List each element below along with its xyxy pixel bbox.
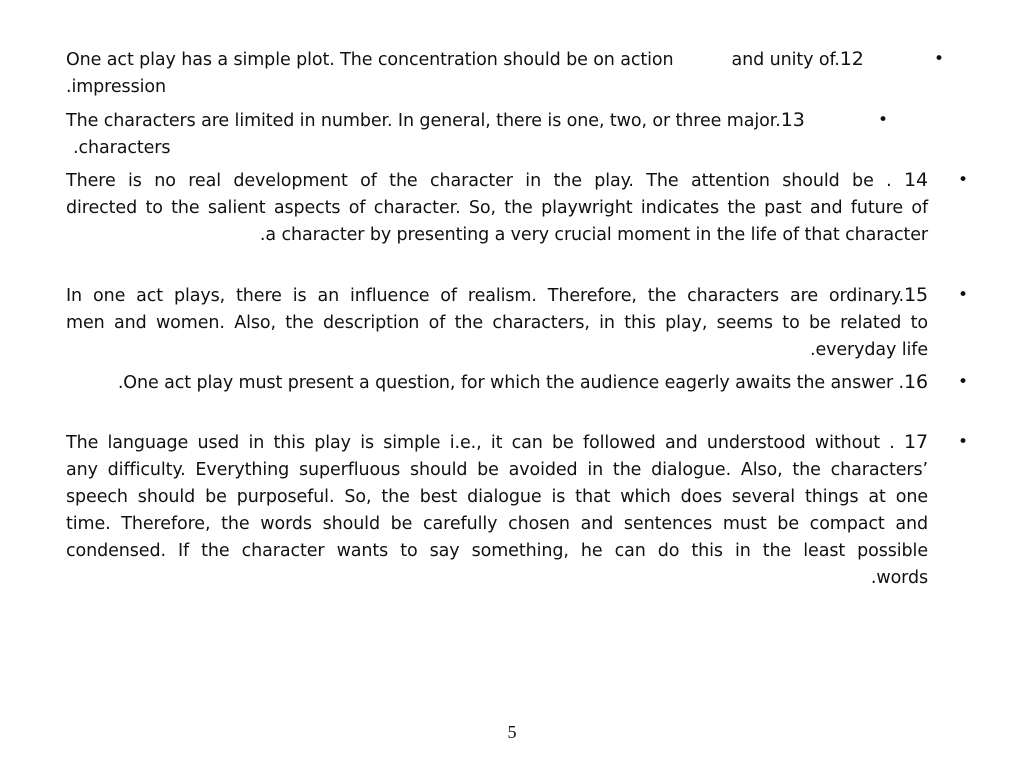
bullet-icon: •: [958, 372, 969, 392]
point-15-line-2: men and women. Also, the description of the characters, in this play, seems to be related to: [66, 313, 928, 333]
bullet-icon: •: [958, 432, 969, 452]
point-17-line-1: The language used in this play is simple i.e., it can be followed and understood without . 17: [66, 431, 928, 453]
point-12-line-2: .impression: [66, 77, 166, 97]
point-14-line-1: There is no real development of the character in the play. The attention should be . 14: [66, 169, 928, 191]
page-number: 5: [507, 722, 517, 742]
point-16-line-1: .One act play must present a question, for which the audience eagerly awaits the answer .16: [117, 371, 928, 393]
point-17-line-2: any difficulty. Everything superfluous should be avoided in the dialogue. Also, the characters’: [66, 460, 928, 480]
point-17-line-3: speech should be purposeful. So, the best dialogue is that which does several things at one: [66, 487, 928, 507]
point-17: [66, 429, 928, 592]
point-12: [66, 46, 911, 101]
point-15-line-3: .everyday life: [809, 340, 928, 360]
point-14: [66, 167, 928, 249]
point-15-line-1: In one act plays, there is an influence of realism. Therefore, the characters are ordinary.15: [66, 284, 928, 306]
point-16: [66, 369, 928, 397]
point-14-line-2: directed to the salient aspects of character. So, the playwright indicates the past and future of: [66, 198, 928, 218]
bullet-icon: •: [878, 110, 889, 130]
point-17-line-6: .words: [870, 568, 928, 588]
point-12-line-1: One act play has a simple plot. The concentration should be on action and unity of.12: [66, 48, 864, 70]
point-17-line-4: time. Therefore, the words should be carefully chosen and sentences must be compact and: [66, 514, 928, 534]
bullet-icon: •: [958, 170, 969, 190]
point-13-line-1: The characters are limited in number. In general, there is one, two, or three major.13: [66, 109, 805, 131]
point-17-line-5: condensed. If the character wants to say something, he can do this in the least possible: [66, 541, 928, 561]
point-13: [66, 107, 856, 162]
point-15: [66, 282, 928, 364]
point-14-line-3: .a character by presenting a very crucial moment in the life of that character: [259, 225, 928, 245]
bullet-icon: •: [958, 285, 969, 305]
bullet-icon: •: [934, 49, 945, 69]
point-13-line-2: .characters: [73, 138, 171, 158]
